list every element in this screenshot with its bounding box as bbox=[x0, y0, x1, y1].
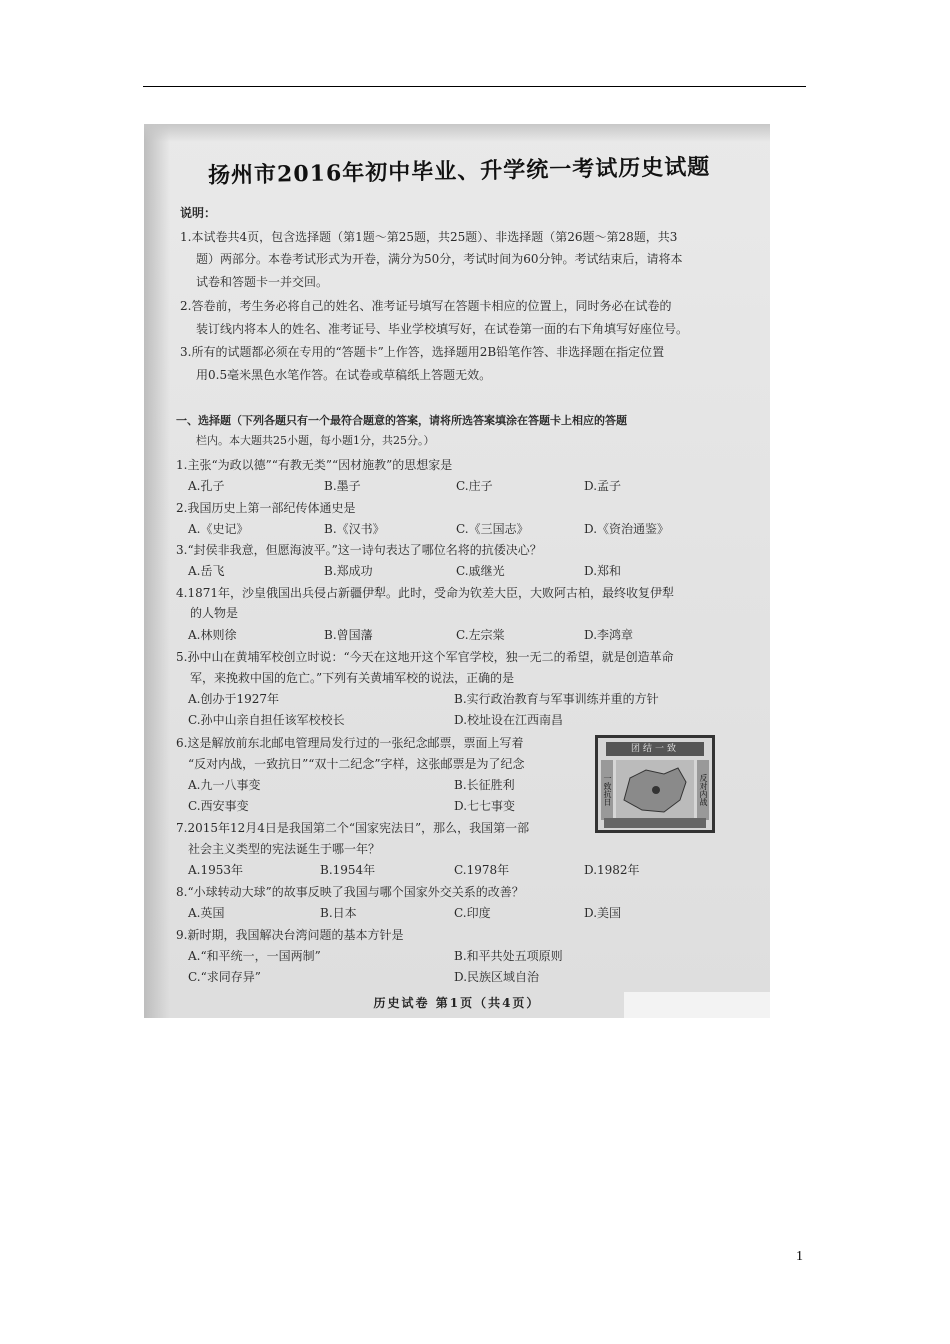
option: B.墨子 bbox=[324, 479, 361, 493]
option: A.九一八事变 bbox=[188, 778, 261, 792]
option: D.1982年 bbox=[584, 863, 640, 877]
photo-shadow-left bbox=[144, 124, 170, 1018]
note-line: 题）两部分。本卷考试形式为开卷，满分为50分，考试时间为60分钟。考试结束后，请将本 bbox=[196, 252, 683, 266]
option: B.长征胜利 bbox=[454, 778, 515, 792]
header-rule bbox=[143, 86, 806, 87]
option: D.校址设在江西南昌 bbox=[454, 713, 564, 727]
option: B.日本 bbox=[320, 906, 357, 920]
stamp-side-left: 一致抗日 bbox=[601, 760, 613, 820]
note-line: 装订线内将本人的姓名、准考证号、毕业学校填写好，在试卷第一面的右下角填写好座位号。 bbox=[196, 322, 689, 336]
commemorative-stamp-image bbox=[595, 735, 715, 833]
section-heading: 一、选择题（下列各题只有一个最符合题意的答案，请将所选答案填涂在答题卡上相应的答题 bbox=[176, 414, 627, 427]
option: C.左宗棠 bbox=[456, 628, 505, 642]
stamp-footer bbox=[604, 818, 706, 828]
question-6-cont: “反对内战，一致抗日”“双十二纪念”字样，这张邮票是为了纪念 bbox=[188, 757, 525, 771]
option: A.林则徐 bbox=[188, 628, 237, 642]
option: B.郑成功 bbox=[324, 564, 373, 578]
option: B.和平共处五项原则 bbox=[454, 949, 563, 963]
section-heading-cont: 栏内。本大题共25小题，每小题1分，共25分。） bbox=[196, 434, 435, 447]
option: A.岳飞 bbox=[188, 564, 225, 578]
option: B.曾国藩 bbox=[324, 628, 373, 642]
option: D.孟子 bbox=[584, 479, 622, 493]
question-2: 2.我国历史上第一部纪传体通史是 bbox=[176, 501, 356, 515]
question-3: 3.“封侯非我意，但愿海波平。”这一诗句表达了哪位名将的抗倭决心？ bbox=[176, 543, 542, 557]
note-line: 1.本试卷共4页，包含选择题（第1题～第25题，共25题）、非选择题（第26题～第28题，共3 bbox=[180, 230, 678, 244]
option: D.《资治通鉴》 bbox=[584, 522, 670, 536]
question-9: 9.新时期，我国解决台湾问题的基本方针是 bbox=[176, 928, 404, 942]
option: B.《汉书》 bbox=[324, 522, 385, 536]
question-6: 6.这是解放前东北邮电管理局发行过的一张纪念邮票，票面上写着 bbox=[176, 736, 524, 750]
option: C.1978年 bbox=[454, 863, 510, 877]
option: A.英国 bbox=[188, 906, 225, 920]
question-4-cont: 的人物是 bbox=[190, 606, 239, 620]
option: B.实行政治教育与军事训练并重的方针 bbox=[454, 692, 659, 706]
option: C.戚继光 bbox=[456, 564, 505, 578]
option: A.孔子 bbox=[188, 479, 225, 493]
note-line: 3.所有的试题都必须在专用的“答题卡”上作答，选择题用2B铅笔作答、非选择题在指定位置 bbox=[180, 345, 665, 359]
stamp-banner: 团结一致 bbox=[606, 742, 704, 756]
option: D.郑和 bbox=[584, 564, 622, 578]
stamp-side-right: 反对内战 bbox=[697, 760, 709, 820]
question-5: 5.孙中山在黄埔军校创立时说：“今天在这地开这个军官学校，独一无二的希望，就是创造革命 bbox=[176, 650, 674, 664]
option: C.庄子 bbox=[456, 479, 493, 493]
option: C.“求同存异” bbox=[188, 970, 261, 984]
map-illustration bbox=[616, 760, 694, 820]
question-7-cont: 社会主义类型的宪法诞生于哪一年？ bbox=[188, 842, 381, 856]
question-4: 4.1871年，沙皇俄国出兵侵占新疆伊犁。此时，受命为钦差大臣，大败阿古柏，最终收复伊犁 bbox=[176, 586, 674, 600]
option: B.1954年 bbox=[320, 863, 376, 877]
option: A.《史记》 bbox=[188, 522, 249, 536]
note-line: 试卷和答题卡一并交回。 bbox=[196, 275, 329, 289]
question-7: 7.2015年12月4日是我国第二个“国家宪法日”，那么，我国第一部 bbox=[176, 821, 530, 835]
page-number: 1 bbox=[796, 1249, 803, 1264]
option: D.民族区域自治 bbox=[454, 970, 540, 984]
stamp-map bbox=[616, 760, 694, 820]
photo-shadow-top bbox=[144, 124, 770, 142]
option: C.印度 bbox=[454, 906, 491, 920]
option: A.1953年 bbox=[188, 863, 244, 877]
note-line: 用0.5毫米黑色水笔作答。在试卷或草稿纸上答题无效。 bbox=[196, 368, 492, 382]
option: C.《三国志》 bbox=[456, 522, 529, 536]
option: A.创办于1927年 bbox=[188, 692, 280, 706]
option: D.美国 bbox=[584, 906, 622, 920]
option: C.孙中山亲自担任该军校校长 bbox=[188, 713, 345, 727]
question-1: 1.主张“为政以德”“有教无类”“因材施教”的思想家是 bbox=[176, 458, 453, 472]
note-line: 2.答卷前，考生务必将自己的姓名、准考证号填写在答题卡相应的位置上，同时务必在试卷的 bbox=[180, 299, 672, 313]
option: D.李鸿章 bbox=[584, 628, 634, 642]
notes-heading: 说明： bbox=[180, 206, 217, 220]
question-5-cont: 军，来挽救中国的危亡。”下列有关黄埔军校的说法，正确的是 bbox=[190, 671, 515, 685]
exam-paper-photo bbox=[144, 124, 770, 1018]
page-footer: 历史试卷 第1页（共4页） bbox=[373, 996, 541, 1010]
option: A.“和平统一，一国两制” bbox=[188, 949, 321, 963]
exam-title: 扬州市2016年初中毕业、升学统一考试历史试题 bbox=[207, 153, 711, 189]
question-8: 8.“小球转动大球”的故事反映了我国与哪个国家外交关系的改善？ bbox=[176, 885, 524, 899]
option: D.七七事变 bbox=[454, 799, 516, 813]
option: C.西安事变 bbox=[188, 799, 249, 813]
